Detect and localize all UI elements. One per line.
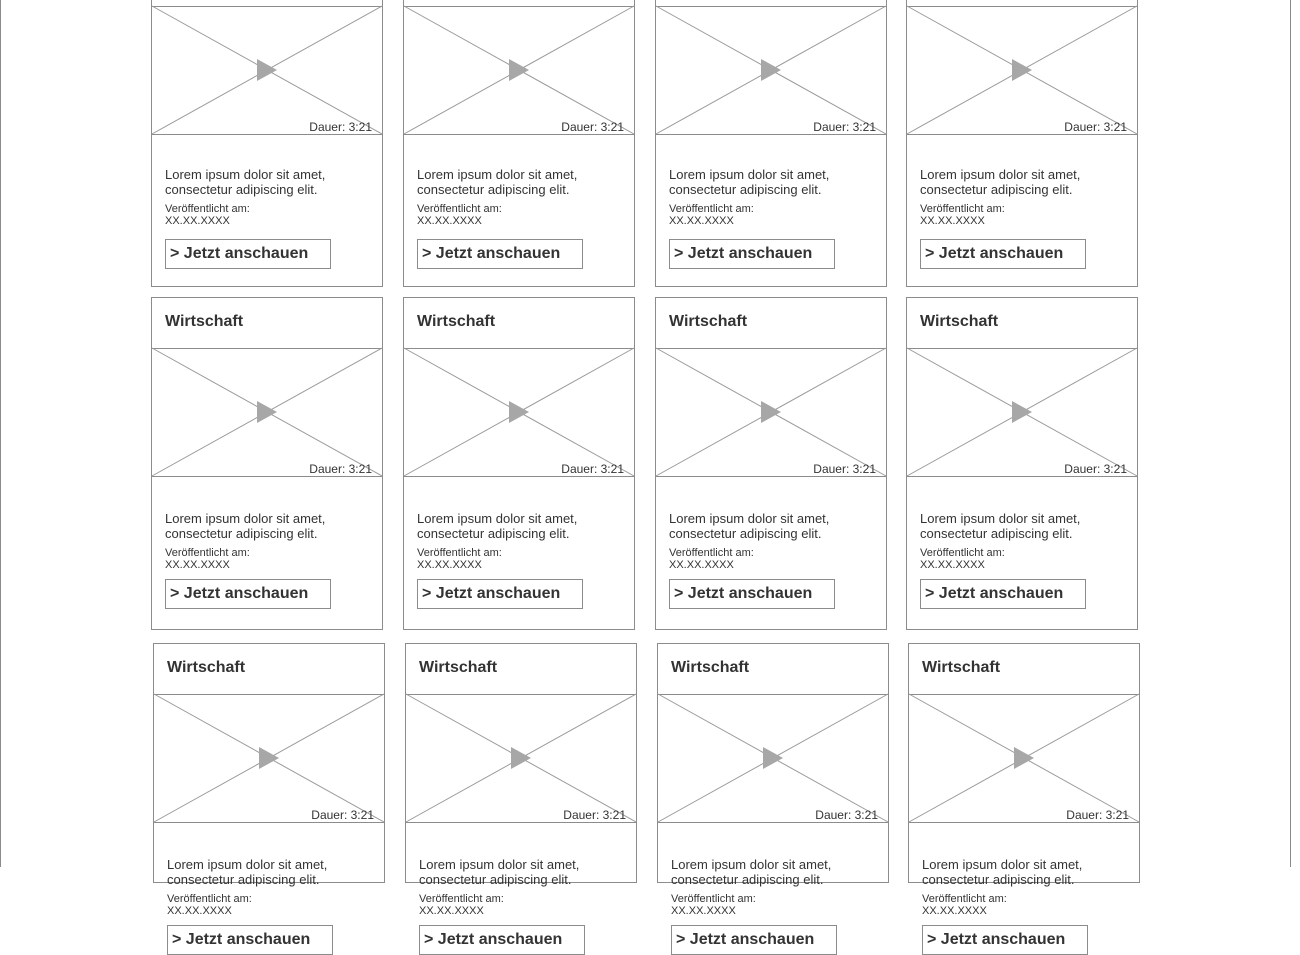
video-duration: Dauer: 3:21 (563, 808, 626, 822)
card-category-title: Wirtschaft (669, 313, 748, 330)
video-thumbnail[interactable] (909, 694, 1139, 823)
video-thumbnail[interactable] (656, 6, 886, 135)
play-icon[interactable] (1014, 747, 1034, 769)
video-description: Lorem ipsum dolor sit amet, consectetur adipiscing elit. (671, 857, 832, 887)
video-card (403, 0, 635, 287)
video-card (405, 643, 637, 948)
card-category-title: Wirtschaft (165, 313, 244, 330)
card-header (154, 644, 384, 695)
card-header (658, 644, 888, 695)
video-card (151, 297, 383, 630)
video-card (153, 643, 385, 948)
video-thumbnail[interactable] (404, 6, 634, 135)
video-description: Lorem ipsum dolor sit amet, consectetur adipiscing elit. (922, 857, 1083, 887)
card-category-title: Wirtschaft (419, 659, 498, 676)
video-card (657, 643, 889, 948)
watch-now-button[interactable]: > Jetzt anschauen (920, 239, 1086, 269)
published-label: Veröffentlicht am: (669, 203, 754, 215)
video-thumbnail[interactable] (152, 6, 382, 135)
published-label: Veröffentlicht am: (671, 893, 756, 905)
published-label: Veröffentlicht am: (417, 203, 502, 215)
video-description: Lorem ipsum dolor sit amet, consectetur adipiscing elit. (920, 167, 1081, 197)
watch-now-button[interactable]: > Jetzt anschauen (165, 239, 331, 269)
watch-now-button[interactable]: > Jetzt anschauen (417, 239, 583, 269)
card-category-title: Wirtschaft (671, 659, 750, 676)
video-duration: Dauer: 3:21 (813, 462, 876, 476)
video-thumbnail[interactable] (404, 348, 634, 477)
play-icon[interactable] (509, 401, 529, 423)
published-label: Veröffentlicht am: (669, 547, 754, 559)
play-icon[interactable] (511, 747, 531, 769)
play-icon[interactable] (1012, 59, 1032, 81)
video-description: Lorem ipsum dolor sit amet, consectetur adipiscing elit. (165, 167, 326, 197)
video-description: Lorem ipsum dolor sit amet, consectetur adipiscing elit. (167, 857, 328, 887)
play-icon[interactable] (761, 59, 781, 81)
card-header (152, 298, 382, 349)
published-date: XX.XX.XXXX (920, 215, 985, 227)
card-header (909, 644, 1139, 695)
published-date: XX.XX.XXXX (417, 559, 482, 571)
video-description: Lorem ipsum dolor sit amet, consectetur adipiscing elit. (669, 167, 830, 197)
video-description: Lorem ipsum dolor sit amet, consectetur adipiscing elit. (419, 857, 580, 887)
published-label: Veröffentlicht am: (920, 547, 1005, 559)
watch-now-button[interactable]: > Jetzt anschauen (417, 579, 583, 609)
video-thumbnail[interactable] (154, 694, 384, 823)
video-thumbnail[interactable] (907, 6, 1137, 135)
watch-now-button[interactable]: > Jetzt anschauen (669, 579, 835, 609)
card-header (404, 298, 634, 349)
watch-now-button[interactable]: > Jetzt anschauen (167, 925, 333, 955)
play-icon[interactable] (257, 401, 277, 423)
video-description: Lorem ipsum dolor sit amet, consectetur adipiscing elit. (669, 511, 830, 541)
watch-now-button[interactable]: > Jetzt anschauen (671, 925, 837, 955)
published-date: XX.XX.XXXX (671, 905, 736, 917)
video-description: Lorem ipsum dolor sit amet, consectetur adipiscing elit. (165, 511, 326, 541)
published-label: Veröffentlicht am: (165, 203, 250, 215)
video-description: Lorem ipsum dolor sit amet, consectetur adipiscing elit. (417, 511, 578, 541)
video-card (906, 297, 1138, 630)
watch-now-button[interactable]: > Jetzt anschauen (419, 925, 585, 955)
video-duration: Dauer: 3:21 (561, 120, 624, 134)
video-card (908, 643, 1140, 948)
card-category-title: Wirtschaft (417, 313, 496, 330)
video-thumbnail[interactable] (406, 694, 636, 823)
play-icon[interactable] (257, 59, 277, 81)
published-date: XX.XX.XXXX (165, 559, 230, 571)
video-duration: Dauer: 3:21 (813, 120, 876, 134)
play-icon[interactable] (763, 747, 783, 769)
video-thumbnail[interactable] (658, 694, 888, 823)
video-duration: Dauer: 3:21 (1064, 120, 1127, 134)
card-category-title: Wirtschaft (920, 313, 999, 330)
video-duration: Dauer: 3:21 (1066, 808, 1129, 822)
published-date: XX.XX.XXXX (165, 215, 230, 227)
card-category-title: Wirtschaft (922, 659, 1001, 676)
published-date: XX.XX.XXXX (167, 905, 232, 917)
published-label: Veröffentlicht am: (419, 893, 504, 905)
published-label: Veröffentlicht am: (165, 547, 250, 559)
video-thumbnail[interactable] (152, 348, 382, 477)
published-date: XX.XX.XXXX (417, 215, 482, 227)
video-duration: Dauer: 3:21 (311, 808, 374, 822)
published-date: XX.XX.XXXX (922, 905, 987, 917)
card-header (406, 644, 636, 695)
published-date: XX.XX.XXXX (669, 559, 734, 571)
video-duration: Dauer: 3:21 (561, 462, 624, 476)
video-duration: Dauer: 3:21 (1064, 462, 1127, 476)
watch-now-button[interactable]: > Jetzt anschauen (165, 579, 331, 609)
video-thumbnail[interactable] (656, 348, 886, 477)
video-card (403, 297, 635, 630)
watch-now-button[interactable]: > Jetzt anschauen (922, 925, 1088, 955)
video-duration: Dauer: 3:21 (309, 120, 372, 134)
video-card (151, 0, 383, 287)
published-date: XX.XX.XXXX (669, 215, 734, 227)
video-description: Lorem ipsum dolor sit amet, consectetur adipiscing elit. (920, 511, 1081, 541)
video-card (655, 0, 887, 287)
video-duration: Dauer: 3:21 (815, 808, 878, 822)
video-duration: Dauer: 3:21 (309, 462, 372, 476)
play-icon[interactable] (1012, 401, 1032, 423)
card-header (656, 298, 886, 349)
card-header (907, 298, 1137, 349)
play-icon[interactable] (761, 401, 781, 423)
video-card (655, 297, 887, 630)
video-card (906, 0, 1138, 287)
published-label: Veröffentlicht am: (417, 547, 502, 559)
published-label: Veröffentlicht am: (922, 893, 1007, 905)
published-label: Veröffentlicht am: (920, 203, 1005, 215)
watch-now-button[interactable]: > Jetzt anschauen (669, 239, 835, 269)
play-icon[interactable] (509, 59, 529, 81)
play-icon[interactable] (259, 747, 279, 769)
watch-now-button[interactable]: > Jetzt anschauen (920, 579, 1086, 609)
published-date: XX.XX.XXXX (920, 559, 985, 571)
video-description: Lorem ipsum dolor sit amet, consectetur adipiscing elit. (417, 167, 578, 197)
card-category-title: Wirtschaft (167, 659, 246, 676)
video-thumbnail[interactable] (907, 348, 1137, 477)
published-label: Veröffentlicht am: (167, 893, 252, 905)
published-date: XX.XX.XXXX (419, 905, 484, 917)
